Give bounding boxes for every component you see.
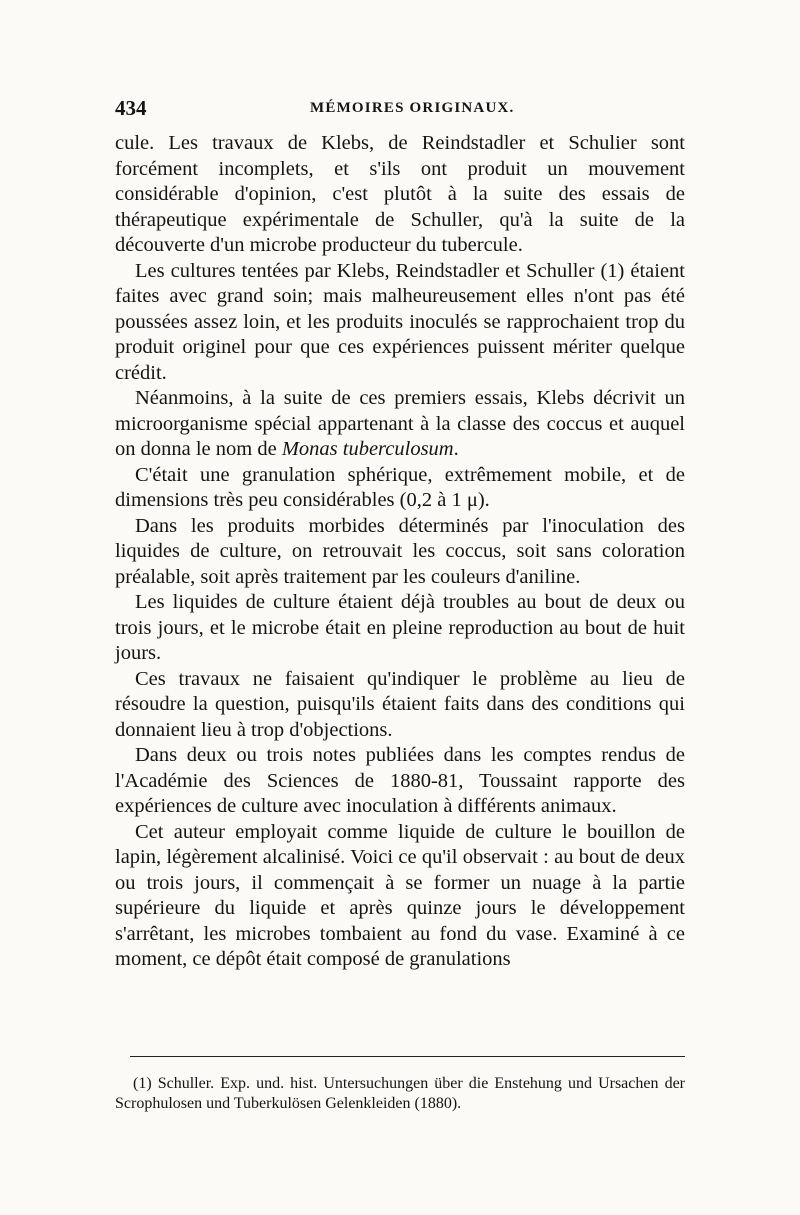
page-header xyxy=(115,96,685,126)
paragraph: Dans deux ou trois notes publiées dans les comptes rendus de l'Académie des Sciences de 1880-81, Toussaint rapporte des expériences de culture avec inoculation à différents animaux. xyxy=(115,744,685,817)
paragraph: Les liquides de culture étaient déjà troubles au bout de deux ou trois jours, et le microbe était en pleine reproduction au bout de huit jours. xyxy=(115,591,685,664)
footnote xyxy=(115,1074,685,1114)
footnote-divider xyxy=(130,1056,685,1057)
footnote-text: (1) Schuller. Exp. und. hist. Untersuchungen über die Enstehung und Ursachen der Scrophulosen und Tuberkulösen Gelenkleiden (1880). xyxy=(115,1075,685,1112)
running-title: MÉMOIRES ORIGINAUX. xyxy=(310,100,515,116)
species-name: Monas tuberculosum xyxy=(281,438,454,460)
paragraph-text: . xyxy=(453,438,459,460)
body-text xyxy=(115,131,685,973)
paragraph: C'était une granulation sphérique, extrêmement mobile, et de dimensions très peu considérables (0,2 à 1 μ). xyxy=(115,463,685,511)
paragraph: Dans les produits morbides déterminés par l'inoculation des liquides de culture, on retrouvait les coccus, soit sans coloration préalable, soit après traitement par les couleurs d'aniline. xyxy=(115,514,685,588)
page-number: 434 xyxy=(115,96,147,120)
paragraph: Ces travaux ne faisaient qu'indiquer le problème au lieu de résoudre la question, puisqu'ils étaient faits dans des conditions qui donnaient lieu à trop d'objections. xyxy=(115,667,685,741)
paragraph xyxy=(115,386,685,463)
paragraph: cule. Les travaux de Klebs, de Reindstadler et Schulier sont forcément incomplets, et s'ils ont produit un mouvement considérable d'opinion, c'est plutôt à la suite des essais de thérapeutique expérimentale de Schuller, qu'à la suite de la découverte d'un microbe producteur du tubercule. xyxy=(115,132,685,256)
paragraph: Les cultures tentées par Klebs, Reindstadler et Schuller (1) étaient faites avec grand soin; mais malheureusement elles n'ont pas été poussées assez loin, et les produits inoculés se rapprochaient trop du produit originel pour que ces expériences puissent mériter quelque crédit. xyxy=(115,259,685,384)
paragraph: Cet auteur employait comme liquide de culture le bouillon de lapin, légèrement alcalinisé. Voici ce qu'il observait : au bout de deux ou trois jours, il commençait à se former un nuage à la partie supérieure du liquide et après quinze jours le développement s'arrêtant, les microbes tombaient au fond du vase. Examiné à ce moment, ce dépôt était composé de granulations xyxy=(115,820,685,970)
paragraph-text: Néanmoins, à la suite de ces premiers essais, Klebs décrivit un microorganisme spécial appartenant à la classe des coccus et auquel on donna le nom de xyxy=(115,387,685,460)
